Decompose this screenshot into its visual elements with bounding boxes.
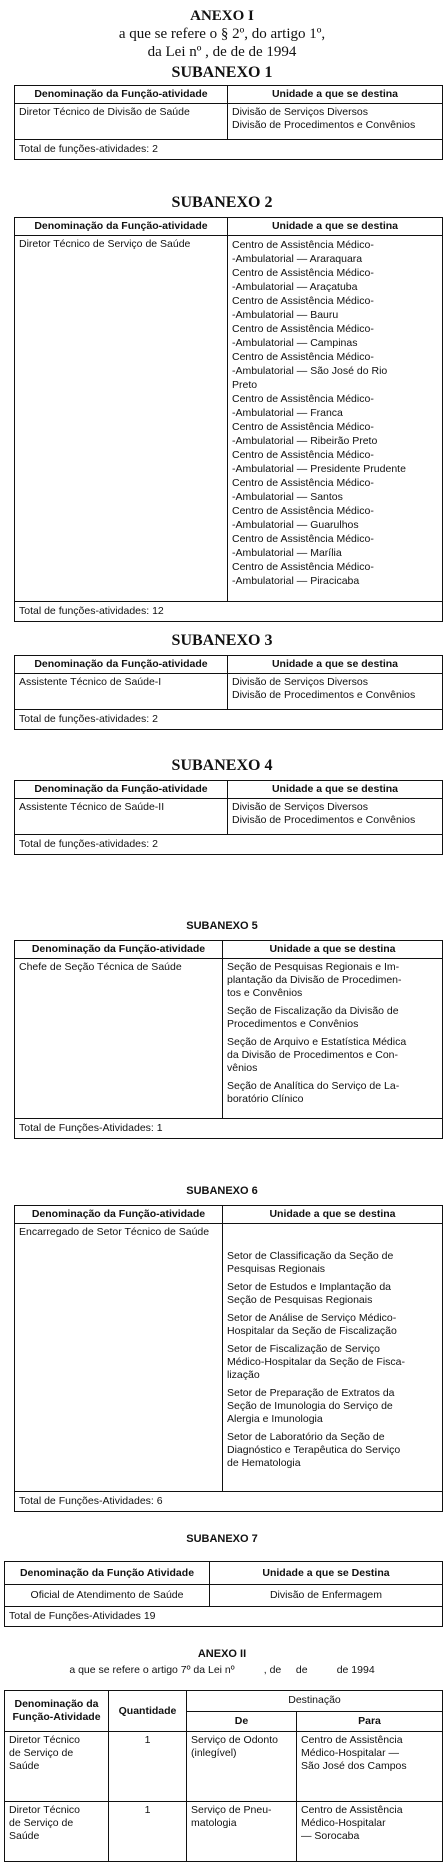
col-header-function: Denominação da Função-atividade bbox=[15, 656, 228, 674]
unit-line: Centro de Assistência Médico- bbox=[232, 267, 374, 279]
unit-cell: Divisão de Enfermagem bbox=[210, 1585, 443, 1607]
unit-line: Setor de Laboratório da Seção de Diagnóstico e Terapêutica do Serviço de Hematologia bbox=[227, 1431, 401, 1469]
anexo2-table bbox=[4, 1690, 443, 1862]
unit-line: Divisão de Procedimentos e Convênios bbox=[232, 689, 416, 701]
unit-line: Centro de Assistência Médico- bbox=[232, 295, 374, 307]
col-header-function: Denominação da Função Atividade bbox=[5, 1562, 210, 1585]
total-row: Total de Funções-Atividades: 6 bbox=[15, 1492, 443, 1512]
col-header-unit: Unidade a que se destina bbox=[228, 86, 443, 104]
function-cell: Assistente Técnico de Saúde-I bbox=[15, 674, 228, 710]
subanexo4-title: SUBANEXO 4 bbox=[171, 757, 273, 774]
unit-cell bbox=[228, 104, 443, 140]
unit-line: Centro de Assistência Médico- bbox=[232, 449, 374, 461]
unit-line: Divisão de Serviços Diversos bbox=[232, 801, 368, 813]
total-row: Total de funções-atividades: 2 bbox=[15, 710, 443, 730]
col-header-function: Denominação da Função-atividade bbox=[15, 941, 223, 959]
function-cell: Diretor Técnico de Serviço de Saúde bbox=[5, 1802, 109, 1862]
unit-line: Setor de Análise de Serviço Médico- Hospitalar da Seção de Fiscalização bbox=[227, 1312, 397, 1337]
to-cell: Centro de Assistência Médico-Hospitalar — Sorocaba bbox=[297, 1802, 443, 1862]
unit-line: Preto bbox=[232, 379, 258, 391]
unit-line: Setor de Fiscalização de Serviço Médico-Hospitalar da Seção de Fisca- lização bbox=[227, 1343, 405, 1381]
unit-cell bbox=[228, 674, 443, 710]
unit-line: -Ambulatorial — Campinas bbox=[232, 337, 358, 349]
subanexo7-table bbox=[4, 1561, 443, 1627]
col-header-function: Denominação da Função-atividade bbox=[15, 781, 228, 799]
unit-line: Divisão de Procedimentos e Convênios bbox=[232, 814, 416, 826]
unit-line: Setor de Estudos e Implantação da Seção de Pesquisas Regionais bbox=[227, 1281, 392, 1306]
unit-line: -Ambulatorial — Piracicaba bbox=[232, 575, 360, 587]
col-header-function: Denominação da Função-atividade bbox=[15, 86, 228, 104]
unit-line: Seção de Arquivo e Estatística Médica da Divisão de Procedimentos e Con- vênios bbox=[227, 1036, 407, 1074]
col-header-unit: Unidade a que se Destina bbox=[210, 1562, 443, 1585]
unit-line: Setor de Classificação da Seção de Pesquisas Regionais bbox=[227, 1250, 394, 1275]
function-cell: Diretor Técnico de Serviço de Saúde bbox=[15, 236, 228, 602]
unit-line: Centro de Assistência Médico- bbox=[232, 561, 374, 573]
col-header-destination: Destinação bbox=[187, 1691, 443, 1712]
table-row bbox=[5, 1802, 443, 1862]
unit-line: -Ambulatorial — Bauru bbox=[232, 309, 339, 321]
unit-line: Centro de Assistência Médico- bbox=[232, 323, 374, 335]
col-header-unit: Unidade a que se destina bbox=[223, 941, 443, 959]
function-cell: Encarregado de Setor Técnico de Saúde bbox=[15, 1224, 223, 1492]
col-header-from: De bbox=[187, 1711, 297, 1732]
unit-cell bbox=[223, 959, 443, 1119]
unit-line: Centro de Assistência Médico- bbox=[232, 477, 374, 489]
unit-line: Centro de Assistência Médico- bbox=[232, 393, 374, 405]
function-cell: Diretor Técnico de Divisão de Saúde bbox=[15, 104, 228, 140]
unit-line: -Ambulatorial — Ribeirão Preto bbox=[232, 435, 378, 447]
anexo1-line2: da Lei nº , de de de 1994 bbox=[147, 44, 297, 60]
subanexo7-title: SUBANEXO 7 bbox=[186, 1533, 258, 1545]
total-row: Total de funções-atividades: 2 bbox=[15, 140, 443, 160]
total-row: Total de funções-atividades: 2 bbox=[15, 835, 443, 855]
unit-line: -Ambulatorial — São José do Rio bbox=[232, 365, 388, 377]
unit-line: -Ambulatorial — Santos bbox=[232, 491, 343, 503]
subanexo4-table bbox=[14, 780, 443, 855]
unit-cell bbox=[228, 799, 443, 835]
unit-line: Centro de Assistência Médico- bbox=[232, 533, 374, 545]
unit-line: Seção de Pesquisas Regionais e Im- plantação da Divisão de Procedimen- tos e Convênios bbox=[227, 961, 402, 999]
function-cell: Chefe de Seção Técnica de Saúde bbox=[15, 959, 223, 1119]
anexo1-line1: a que se refere o § 2º, do artigo 1º, bbox=[118, 26, 326, 42]
subanexo2-title: SUBANEXO 2 bbox=[171, 194, 273, 211]
anexo1-title: ANEXO I bbox=[190, 8, 254, 24]
unit-cell bbox=[223, 1224, 443, 1492]
unit-line: -Ambulatorial — Franca bbox=[232, 407, 343, 419]
subanexo6-table bbox=[14, 1205, 443, 1512]
function-cell: Oficial de Atendimento de Saúde bbox=[5, 1585, 210, 1607]
unit-line: -Ambulatorial — Guarulhos bbox=[232, 519, 359, 531]
to-cell: Centro de Assistência Médico-Hospitalar — São José dos Campos bbox=[297, 1732, 443, 1802]
function-cell: Diretor Técnico de Serviço de Saúde bbox=[5, 1732, 109, 1802]
quantity-cell: 1 bbox=[109, 1802, 187, 1862]
col-header-unit: Unidade a que se destina bbox=[228, 656, 443, 674]
col-header-function: Denominação da Função-atividade bbox=[15, 218, 228, 236]
col-header-function: Denominação da Função-Atividade bbox=[5, 1691, 109, 1732]
unit-line: Divisão de Serviços Diversos bbox=[232, 106, 368, 118]
subanexo3-table bbox=[14, 655, 443, 730]
unit-line: Centro de Assistência Médico- bbox=[232, 239, 374, 251]
unit-line: -Ambulatorial — Marília bbox=[232, 547, 342, 559]
unit-line: Centro de Assistência Médico- bbox=[232, 421, 374, 433]
unit-line: Seção de Analítica do Serviço de La- boratório Clínico bbox=[227, 1080, 400, 1105]
subanexo2-table bbox=[14, 217, 443, 622]
subanexo1-title: SUBANEXO 1 bbox=[171, 64, 273, 81]
anexo2-line: a que se refere o artigo 7º da Lei nº , de de de 1994 bbox=[69, 1664, 375, 1676]
function-cell: Assistente Técnico de Saúde-II bbox=[15, 799, 228, 835]
anexo2-title: ANEXO II bbox=[197, 1648, 247, 1660]
unit-line: Centro de Assistência Médico- bbox=[232, 505, 374, 517]
total-row: Total de funções-atividades: 12 bbox=[15, 602, 443, 622]
col-header-unit: Unidade a que se destina bbox=[223, 1206, 443, 1224]
unit-line: Seção de Fiscalização da Divisão de Procedimentos e Convênios bbox=[227, 1005, 399, 1030]
col-header-unit: Unidade a que se destina bbox=[228, 218, 443, 236]
unit-cell bbox=[228, 236, 443, 602]
col-header-quantity: Quantidade bbox=[109, 1691, 187, 1732]
subanexo3-title: SUBANEXO 3 bbox=[171, 632, 273, 649]
unit-line: -Ambulatorial — Araçatuba bbox=[232, 281, 358, 293]
total-row: Total de Funções-Atividades 19 bbox=[5, 1607, 443, 1627]
table-row bbox=[5, 1732, 443, 1802]
unit-line: Centro de Assistência Médico- bbox=[232, 351, 374, 363]
unit-line: Setor de Preparação de Extratos da Seção de Imunologia do Serviço de Alergia e Imunologia bbox=[227, 1387, 395, 1425]
quantity-cell: 1 bbox=[109, 1732, 187, 1802]
subanexo6-title: SUBANEXO 6 bbox=[186, 1185, 258, 1197]
col-header-function: Denominação da Função-atividade bbox=[15, 1206, 223, 1224]
col-header-to: Para bbox=[297, 1711, 443, 1732]
subanexo5-title: SUBANEXO 5 bbox=[186, 920, 258, 932]
unit-line: -Ambulatorial — Araraquara bbox=[232, 253, 363, 265]
subanexo5-table bbox=[14, 940, 443, 1139]
unit-line: -Ambulatorial — Presidente Prudente bbox=[232, 463, 406, 475]
unit-line: Divisão de Serviços Diversos bbox=[232, 676, 368, 688]
subanexo1-table bbox=[14, 85, 443, 160]
col-header-unit: Unidade a que se destina bbox=[228, 781, 443, 799]
from-cell: Serviço de Pneu- matologia bbox=[187, 1802, 297, 1862]
unit-line: Divisão de Procedimentos e Convênios bbox=[232, 119, 416, 131]
total-row: Total de Funções-Atividades: 1 bbox=[15, 1119, 443, 1139]
from-cell: Serviço de Odonto (inlegível) bbox=[187, 1732, 297, 1802]
